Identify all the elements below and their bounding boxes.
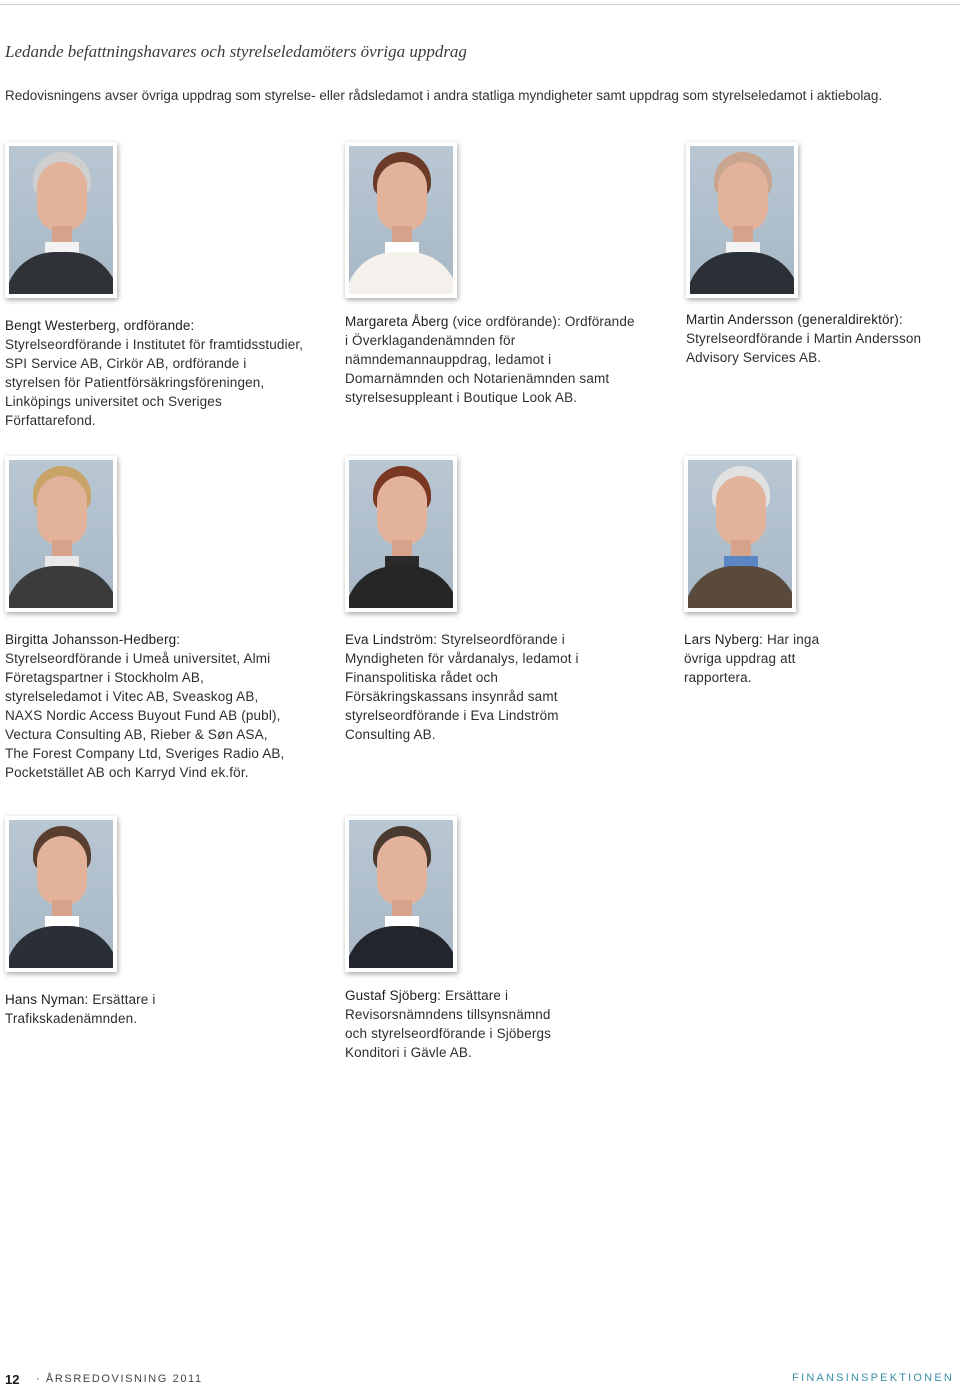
portrait-photo	[345, 816, 457, 972]
top-rule	[0, 4, 960, 5]
member-card	[345, 816, 560, 1062]
report-title: · ÅRSREDOVISNING 2011	[36, 1373, 203, 1385]
member-name: Eva Lindström:	[345, 632, 438, 647]
member-text: Styrelseordförande i Institutet för framtidsstudier, SPI Service AB, Cirkör AB, ordförande i styrelsen för Patientförsäkringsföreningen, Linköpings universitet och Sveriges Författarefond.	[5, 337, 304, 428]
portrait-photo	[345, 456, 457, 612]
brand-name: FINANSINSPEKTIONEN	[792, 1372, 954, 1384]
portrait-photo	[5, 456, 117, 612]
member-name: Bengt Westerberg, ordförande:	[5, 318, 195, 333]
member-name: Margareta Åberg	[345, 314, 449, 329]
portrait-photo	[5, 142, 117, 298]
member-bio	[345, 986, 560, 1062]
member-text: Har inga övriga uppdrag att rapportera.	[684, 632, 820, 685]
portrait-photo	[345, 142, 457, 298]
member-name: Gustaf Sjöberg:	[345, 988, 442, 1003]
member-card	[686, 142, 954, 367]
member-card	[5, 456, 285, 782]
member-card	[5, 816, 175, 1028]
page-heading: Ledande befattningshavares och styrelseledamöters övriga uppdrag	[5, 42, 467, 61]
member-card	[345, 456, 585, 744]
member-text: Styrelseordförande i Umeå universitet, Almi Företagspartner i Stockholm AB, styrelseledamot i Vitec AB, Sveaskog AB, NAXS Nordic Access Buyout Fund AB (publ), Vectura Consulting AB, Rieber & Søn ASA, The Forest Company Ltd, Sveriges Radio AB, Pocketstället AB och Karryd Vind ek.för.	[5, 651, 285, 780]
member-text: Styrelseordförande i Martin Andersson Advisory Services AB.	[686, 331, 922, 365]
member-bio	[686, 310, 954, 367]
portrait-photo	[684, 456, 796, 612]
intro-text: Redovisningens avser övriga uppdrag som styrelse- eller rådsledamot i andra statliga myndigheter samt uppdrag som styrelseledamot i aktiebolag.	[5, 88, 883, 103]
member-text: Ersättare i Trafikskadenämnden.	[5, 992, 156, 1026]
portrait-photo	[5, 816, 117, 972]
member-text: (vice ordförande): Ordförande i Överklagandenämnden för nämndemannauppdrag, ledamot i Domarnämnden och Notarienämnden samt styrelsesuppleant i Boutique Look AB.	[345, 314, 635, 405]
member-card	[5, 142, 305, 430]
member-bio	[5, 990, 175, 1028]
portrait-photo	[686, 142, 798, 298]
member-card	[684, 456, 854, 687]
member-name: Hans Nyman:	[5, 992, 89, 1007]
member-card	[345, 142, 641, 407]
member-bio	[345, 312, 641, 407]
member-bio	[5, 316, 305, 430]
page-number: 12	[5, 1372, 20, 1387]
member-name: Martin Andersson (generaldirektör):	[686, 312, 903, 327]
member-text: Styrelseordförande i Myndigheten för vårdanalys, ledamot i Finanspolitiska rådet och Försäkringskassans insynråd samt styrelseordförande i Eva Lindström Consulting AB.	[345, 632, 579, 742]
member-text: Ersättare i Revisorsnämndens tillsynsnämnd och styrelseordförande i Sjöbergs Konditori i Gävle AB.	[345, 988, 552, 1060]
member-bio	[684, 630, 854, 687]
member-name: Lars Nyberg:	[684, 632, 764, 647]
member-name: Birgitta Johansson-Hedberg:	[5, 632, 181, 647]
member-bio	[5, 630, 285, 782]
member-bio	[345, 630, 585, 744]
